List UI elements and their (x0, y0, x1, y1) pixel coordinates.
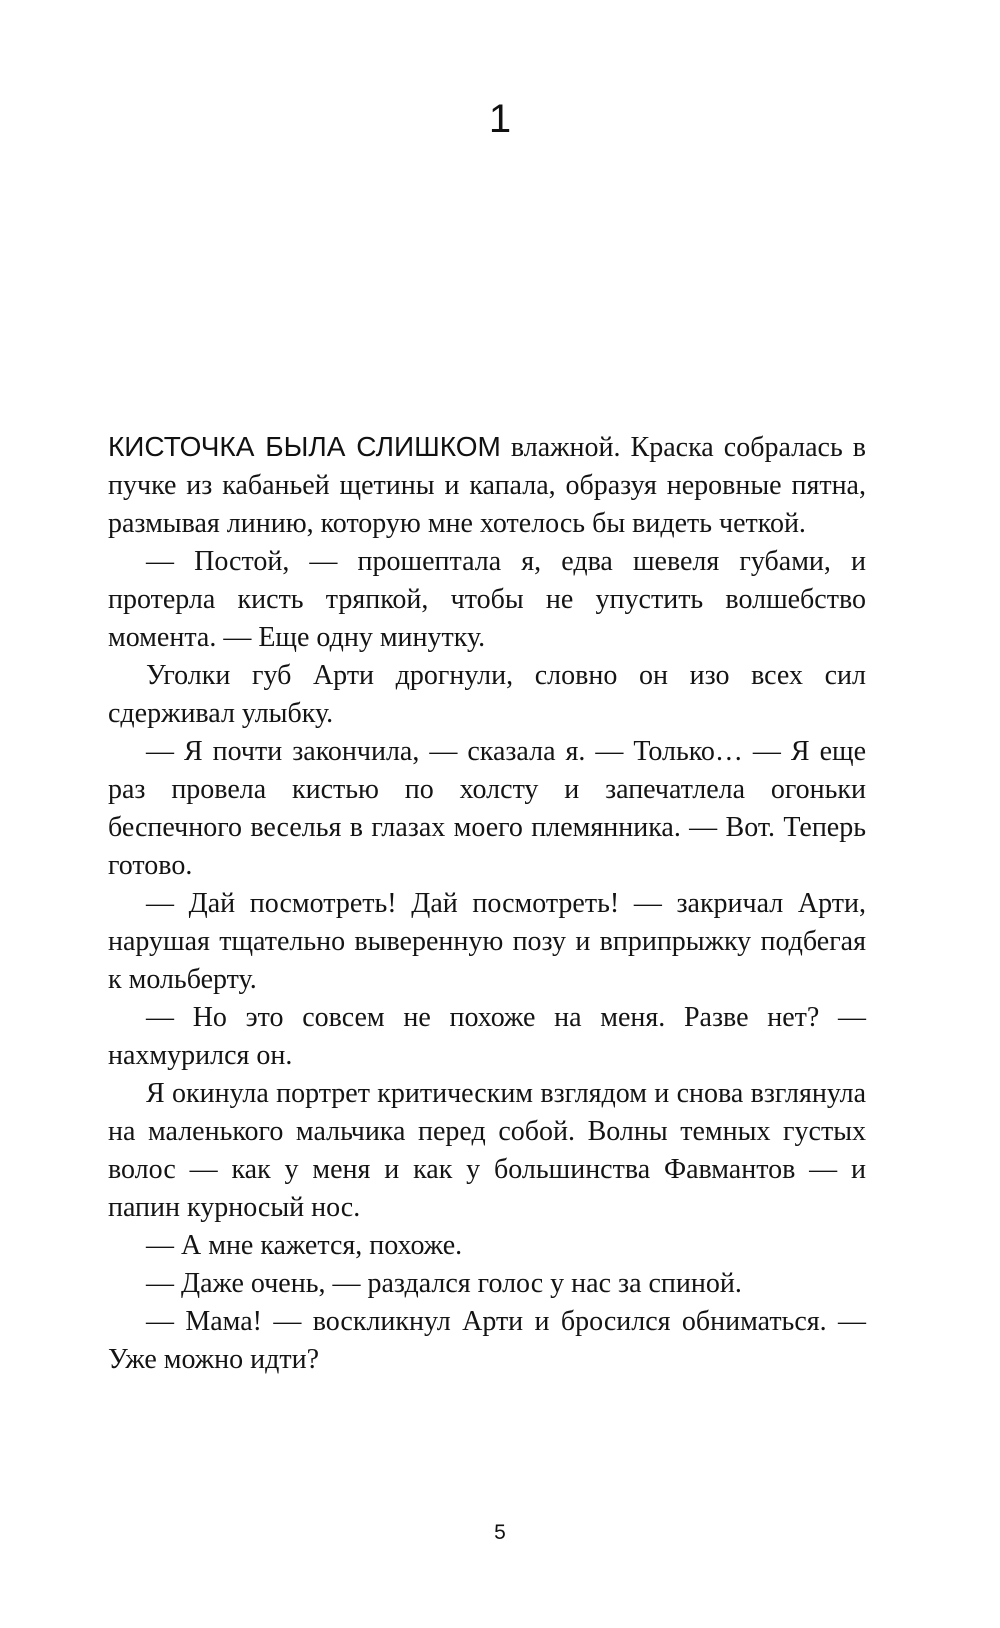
paragraph: — Дай посмотреть! Дай посмотреть! — закричал Арти, нарушая тщательно выверенную позу и вприпрыжку подбегая к мольберту. (108, 888, 866, 995)
paragraph: — Постой, — прошептала я, едва шевеля губами, и протерла кисть тряпкой, чтобы не упустить волшебство момента. — Еще одну минутку. (108, 546, 866, 653)
paragraph: — А мне кажется, похоже. (146, 1230, 463, 1261)
paragraph: — Мама! — воскликнул Арти и бросился обниматься. — Уже можно идти? (108, 1306, 866, 1375)
opening-paragraph-text: влажной. Краска собралась в пучке из кабаньей щетины и капала, образуя неровные пятна, размывая линию, которую мне хотелось бы видеть четкой. (108, 432, 867, 539)
chapter-text (108, 428, 866, 1379)
paragraph: — Я почти закончила, — сказала я. — Только… — Я еще раз провела кистью по холсту и запечатлела огоньки беспечного веселья в глазах моего племянника. — Вот. Теперь готово. (108, 736, 866, 881)
lead-in-caps: КИСТОЧКА БЫЛА СЛИШКОМ (108, 431, 501, 462)
paragraph: — Даже очень, — раздался голос у нас за спиной. (146, 1268, 742, 1299)
opening-paragraph (108, 428, 866, 543)
paragraph: Я окинула портрет критическим взглядом и снова взглянула на маленького мальчика перед собой. Волны темных густых волос — как у меня и как у большинства Фавмантов — и папин курносый нос. (108, 1078, 866, 1223)
chapter-number: 1 (488, 97, 512, 141)
page-number: 5 (494, 1521, 506, 1544)
paragraph: Уголки губ Арти дрогнули, словно он изо всех сил сдерживал улыбку. (108, 660, 866, 729)
paragraph: — Но это совсем не похоже на меня. Разве нет? — нахмурился он. (108, 1002, 866, 1071)
